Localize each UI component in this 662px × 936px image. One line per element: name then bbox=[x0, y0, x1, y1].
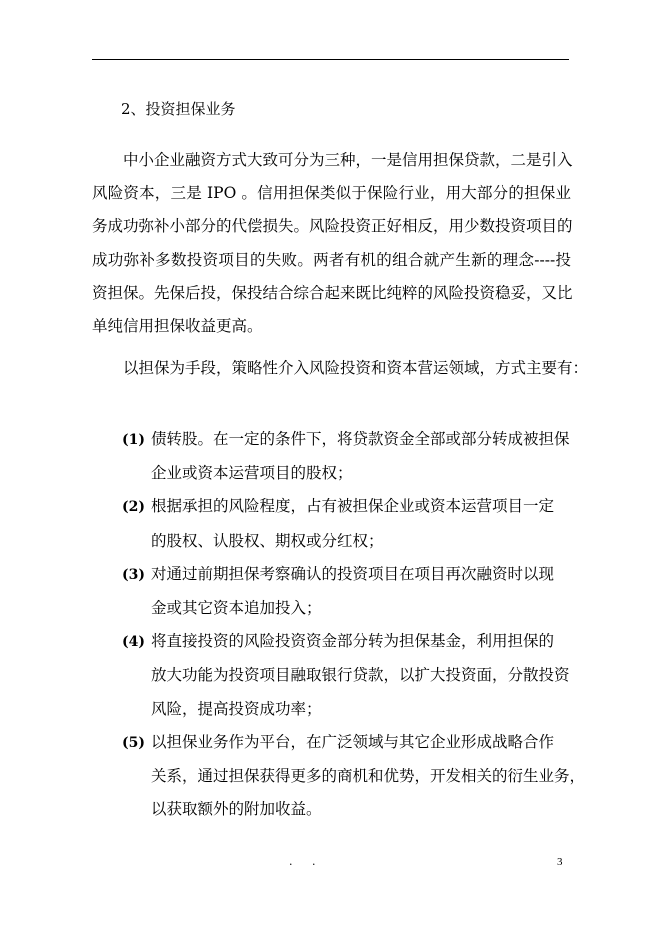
list-item-text: 以担保业务作为平台，在广泛领域与其它企业形成战略合作 bbox=[151, 732, 555, 751]
list-item-line bbox=[122, 625, 572, 659]
list-item-text: 的股权、认股权、期权或分红权； bbox=[151, 531, 384, 550]
paragraph-line: 成功弥补多数投资项目的失败。两者有机的组合就产生新的理念----投 bbox=[92, 250, 571, 269]
paragraph-line: 资担保。先保后投，保投结合综合起来既比纯粹的风险投资稳妥，又比 bbox=[92, 283, 573, 302]
list-item bbox=[122, 625, 572, 726]
list-item-number: (3) bbox=[122, 566, 145, 583]
list-item-text: 关系，通过担保获得更多的商机和优势，开发相关的衍生业务， bbox=[151, 767, 586, 786]
paragraph-approach-intro bbox=[92, 352, 589, 385]
list-item-line bbox=[122, 558, 572, 592]
paragraph-line: 风险资本，三是 IPO 。信用担保类似于保险行业，用大部分的担保业 bbox=[92, 184, 571, 203]
paragraph-line: 务成功弥补小部分的代偿损失。风险投资正好相反，用少数投资项目的 bbox=[92, 217, 573, 236]
list-item-number: (2) bbox=[122, 499, 145, 516]
list-item-line bbox=[122, 726, 572, 760]
list-item-text: 将直接投资的风险投资资金部分转为担保基金，利用担保的 bbox=[151, 632, 555, 651]
page-number: 3 bbox=[557, 856, 563, 868]
list-item-text: 以获取额外的附加收益。 bbox=[151, 800, 322, 819]
paragraph-financing-methods bbox=[92, 144, 571, 343]
list-item-text: 对通过前期担保考察确认的投资项目在项目再次融资时以现 bbox=[151, 564, 555, 583]
list-item-number: (4) bbox=[122, 634, 145, 651]
list-item-text: 根据承担的风险程度，占有被担保企业或资本运营项目一定 bbox=[151, 497, 555, 516]
header-rule bbox=[92, 59, 569, 60]
list-item-text: 风险，提高投资成功率； bbox=[151, 699, 322, 718]
list-item bbox=[122, 558, 572, 625]
approach-list bbox=[122, 423, 586, 826]
list-item-line bbox=[122, 423, 572, 457]
list-item-number: (5) bbox=[122, 734, 145, 751]
list-item bbox=[122, 490, 572, 557]
paragraph-line: 以担保为手段，策略性介入风险投资和资本营运领域，方式主要有： bbox=[123, 359, 589, 377]
paragraph-line: 单纯信用担保收益更高。 bbox=[92, 317, 263, 336]
list-item-text: 金或其它资本追加投入； bbox=[151, 599, 322, 618]
footer-dots: . . bbox=[289, 855, 324, 868]
list-item-line bbox=[122, 490, 572, 524]
list-item bbox=[122, 423, 572, 490]
list-item-text: 放大功能为投资项目融取银行贷款，以扩大投资面，分散投资 bbox=[151, 666, 570, 685]
list-item-text: 企业或资本运营项目的股权； bbox=[151, 464, 353, 483]
list-item-number: (1) bbox=[122, 432, 145, 448]
paragraph-line: 中小企业融资方式大致可分为三种，一是信用担保贷款，二是引入 bbox=[123, 151, 573, 169]
section-heading: 2、投资担保业务 bbox=[121, 100, 236, 118]
list-item-text: 债转股。在一定的条件下，将贷款资金全部或部分转成被担保 bbox=[151, 430, 570, 448]
list-item bbox=[122, 726, 586, 827]
